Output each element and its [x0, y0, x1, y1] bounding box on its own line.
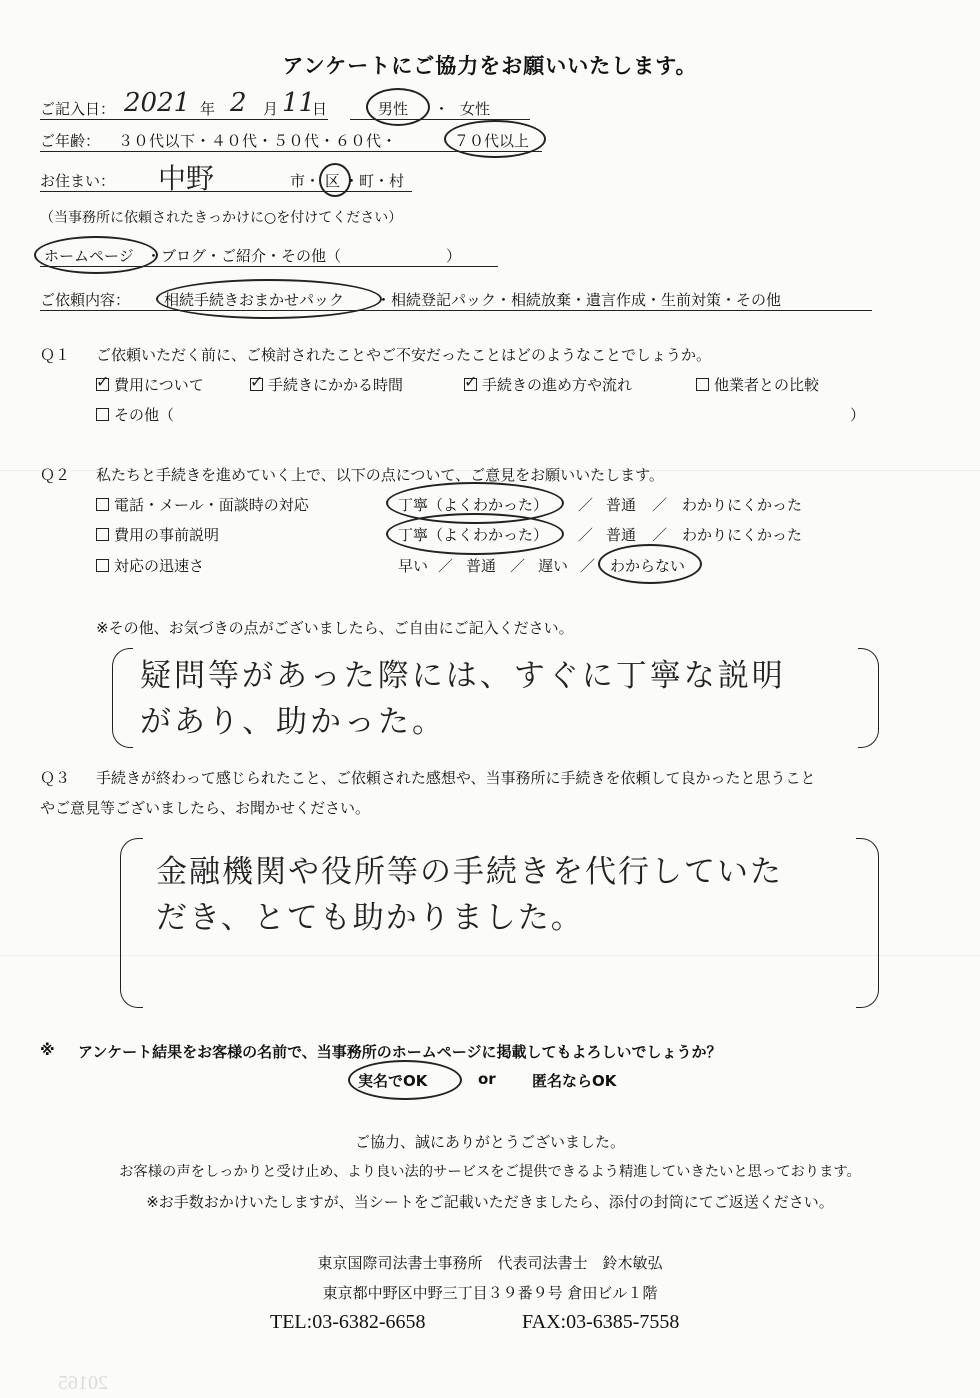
q3-question-line2: やご意見等ございましたら、お聞かせください。 — [40, 799, 371, 817]
q1-option-compare[interactable] — [696, 374, 819, 395]
request-underline — [40, 310, 872, 311]
address-underline — [40, 191, 412, 192]
q2-row-label — [96, 494, 309, 515]
answer-box-right-bracket — [856, 838, 879, 1008]
address-ward[interactable]: 区 — [325, 172, 341, 190]
q2-other-prompt: ※その他、お気づきの点がございましたら、ご自由にご記入ください。 — [96, 619, 574, 637]
checkbox-checked-icon[interactable] — [96, 378, 109, 391]
checkbox-icon[interactable] — [696, 378, 709, 391]
q2-row3-opt-normal[interactable]: 普通 — [466, 557, 497, 575]
slash: ／ — [580, 557, 596, 575]
address-town[interactable]: ・町・村 — [344, 172, 405, 190]
publish-or: or — [478, 1070, 496, 1088]
office-name: 東京国際司法書士事務所 代表司法書士 鈴木敏弘 — [317, 1254, 663, 1272]
trigger-selected-circle — [34, 236, 158, 274]
gender-sep: ・ — [434, 100, 450, 118]
q2-number: Ｑ２ — [40, 466, 71, 484]
slash: ／ — [578, 526, 594, 544]
request-label: ご依頼内容： — [40, 291, 131, 309]
q2-row-label — [96, 524, 219, 545]
publish-mark: ※ — [40, 1041, 55, 1059]
date-label: ご記入日： — [40, 100, 116, 118]
q1-option-time[interactable] — [250, 374, 403, 395]
checkbox-icon[interactable] — [96, 498, 109, 511]
slash: ／ — [652, 526, 668, 544]
office-tel: TEL:03-6382-6658 — [270, 1311, 426, 1333]
q1-option-label: 費用について — [114, 376, 204, 394]
page-title: アンケートにご協力をお願いいたします。 — [282, 54, 698, 78]
age-selected-circle — [444, 120, 546, 158]
date-day-unit: 日 — [312, 100, 328, 118]
request-selected-circle — [156, 279, 382, 319]
footer-thanks: ご協力、誠にありがとうございました。 — [354, 1133, 625, 1151]
publish-real-name-circle — [348, 1060, 462, 1100]
trigger-underline — [40, 266, 498, 267]
gender-female[interactable]: 女性 — [460, 100, 491, 118]
q2-row3-unknown-circle — [598, 544, 702, 584]
checkbox-icon[interactable] — [96, 408, 109, 421]
date-year-unit: 年 — [200, 100, 216, 118]
q2-row2-opt-polite[interactable]: 丁寧（よくわかった） — [398, 526, 549, 544]
publish-anonymous-ok[interactable]: 匿名ならOK — [532, 1072, 617, 1090]
q2-row1-opt-unclear[interactable]: わかりにくかった — [682, 496, 803, 514]
q1-option-label: 手続きの進め方や流れ — [482, 376, 633, 394]
date-underline — [40, 119, 328, 120]
checkbox-icon[interactable] — [96, 559, 109, 572]
q3-question-line1: 手続きが終わって感じられたこと、ご依頼された感想や、当事務所に手続きを依頼して良かったと思うこと — [96, 769, 816, 787]
q2-answer-line2: があり、助かった。 — [140, 704, 446, 740]
q2-row1-opt-polite[interactable]: 丁寧（よくわかった） — [398, 496, 549, 514]
q2-answer-line1: 疑問等があった際には、すぐに丁寧な説明 — [140, 658, 786, 694]
serial-number: 20165 — [58, 1372, 108, 1394]
answer-box-right-bracket — [858, 648, 879, 748]
footer-message: お客様の声をしっかりと受け止め、より良い法的サービスをご提供できるよう精進していきたいと思っております。 — [119, 1164, 861, 1180]
q1-option-process[interactable] — [464, 374, 632, 395]
q3-number: Ｑ３ — [40, 769, 71, 787]
gender-male-circle — [366, 88, 430, 126]
publish-real-name-ok[interactable]: 実名でOK — [358, 1072, 428, 1090]
q2-row-text: 電話・メール・面談時の対応 — [114, 496, 309, 514]
publish-question: アンケート結果をお客様の名前で、当事務所のホームページに掲載してもよろしいでしょうか？ — [78, 1043, 722, 1061]
q1-option-label: 他業者との比較 — [714, 376, 820, 394]
q2-row-text: 対応の迅速さ — [114, 557, 205, 575]
slash: ／ — [652, 496, 668, 514]
q1-option-other[interactable] — [96, 404, 174, 425]
age-selected[interactable]: ７０代以上 — [454, 132, 530, 150]
answer-box-left-bracket — [112, 648, 133, 748]
office-fax: FAX:03-6385-7558 — [522, 1311, 680, 1333]
q2-row2-opt-unclear[interactable]: わかりにくかった — [682, 526, 803, 544]
footer-return-note: ※お手数おかけいたしますが、当シートをご記載いただきましたら、添付の封筒にてご返送ください。 — [146, 1193, 834, 1211]
q1-option-label: その他（ — [114, 406, 175, 424]
checkbox-icon[interactable] — [96, 528, 109, 541]
q2-row-label — [96, 555, 204, 576]
q3-answer-line2: だき、とても助かりました。 — [156, 900, 584, 936]
answer-box-left-bracket — [120, 838, 143, 1008]
address-value: 中野 — [158, 162, 215, 195]
age-underline — [40, 151, 542, 152]
address-city[interactable]: 市・ — [290, 172, 321, 190]
checkbox-checked-icon[interactable] — [250, 378, 263, 391]
q2-row3-opt-slow[interactable]: 遅い — [538, 557, 569, 575]
q1-option-other-close: ） — [850, 406, 866, 424]
q2-question: 私たちと手続きを進めていく上で、以下の点について、ご意見をお願いいたします。 — [96, 466, 664, 484]
q2-row2-polite-circle — [386, 513, 564, 555]
gender-male[interactable]: 男性 — [378, 100, 409, 118]
q1-question: ご依頼いただく前に、ご検討されたことやご不安だったことはどのようなことでしょうか。 — [96, 346, 712, 364]
slash: ／ — [438, 557, 454, 575]
q1-option-cost[interactable] — [96, 374, 204, 395]
request-others[interactable]: ・相続登記パック・相続放棄・遺言作成・生前対策・その他 — [376, 291, 782, 309]
q2-row3-opt-fast[interactable]: 早い — [398, 557, 429, 575]
request-selected[interactable]: 相続手続きおまかせパック — [164, 291, 345, 309]
q2-row1-opt-normal[interactable]: 普通 — [606, 496, 637, 514]
trigger-note: （当事務所に依頼されたきっかけに○を付けてください） — [40, 210, 403, 226]
office-address: 東京都中野区中野三丁目３９番９号 倉田ビル１階 — [322, 1284, 658, 1302]
slash: ／ — [510, 557, 526, 575]
trigger-selected[interactable]: ホームページ — [44, 247, 134, 265]
address-label: お住まい： — [40, 172, 116, 190]
paper-fold — [0, 955, 980, 956]
q2-row2-opt-normal[interactable]: 普通 — [606, 526, 637, 544]
age-label: ご年齢： — [40, 132, 101, 150]
date-year: 2021 — [124, 88, 191, 118]
q2-row-text: 費用の事前説明 — [114, 526, 220, 544]
q2-row3-opt-unknown[interactable]: わからない — [610, 557, 686, 575]
checkbox-checked-icon[interactable] — [464, 378, 477, 391]
slash: ／ — [578, 496, 594, 514]
date-month-unit: 月 — [263, 100, 279, 118]
q1-number: Ｑ１ — [40, 346, 71, 364]
q3-answer-line1: 金融機関や役所等の手続きを代行していた — [156, 854, 783, 890]
q1-option-label: 手続きにかかる時間 — [268, 376, 404, 394]
trigger-others[interactable]: ・ブログ・ご紹介・その他（ ） — [146, 247, 462, 265]
date-month: 2 — [230, 88, 247, 118]
date-day: 11 — [282, 88, 316, 118]
age-options[interactable]: ３０代以下・４０代・５０代・６０代・ — [118, 132, 398, 150]
